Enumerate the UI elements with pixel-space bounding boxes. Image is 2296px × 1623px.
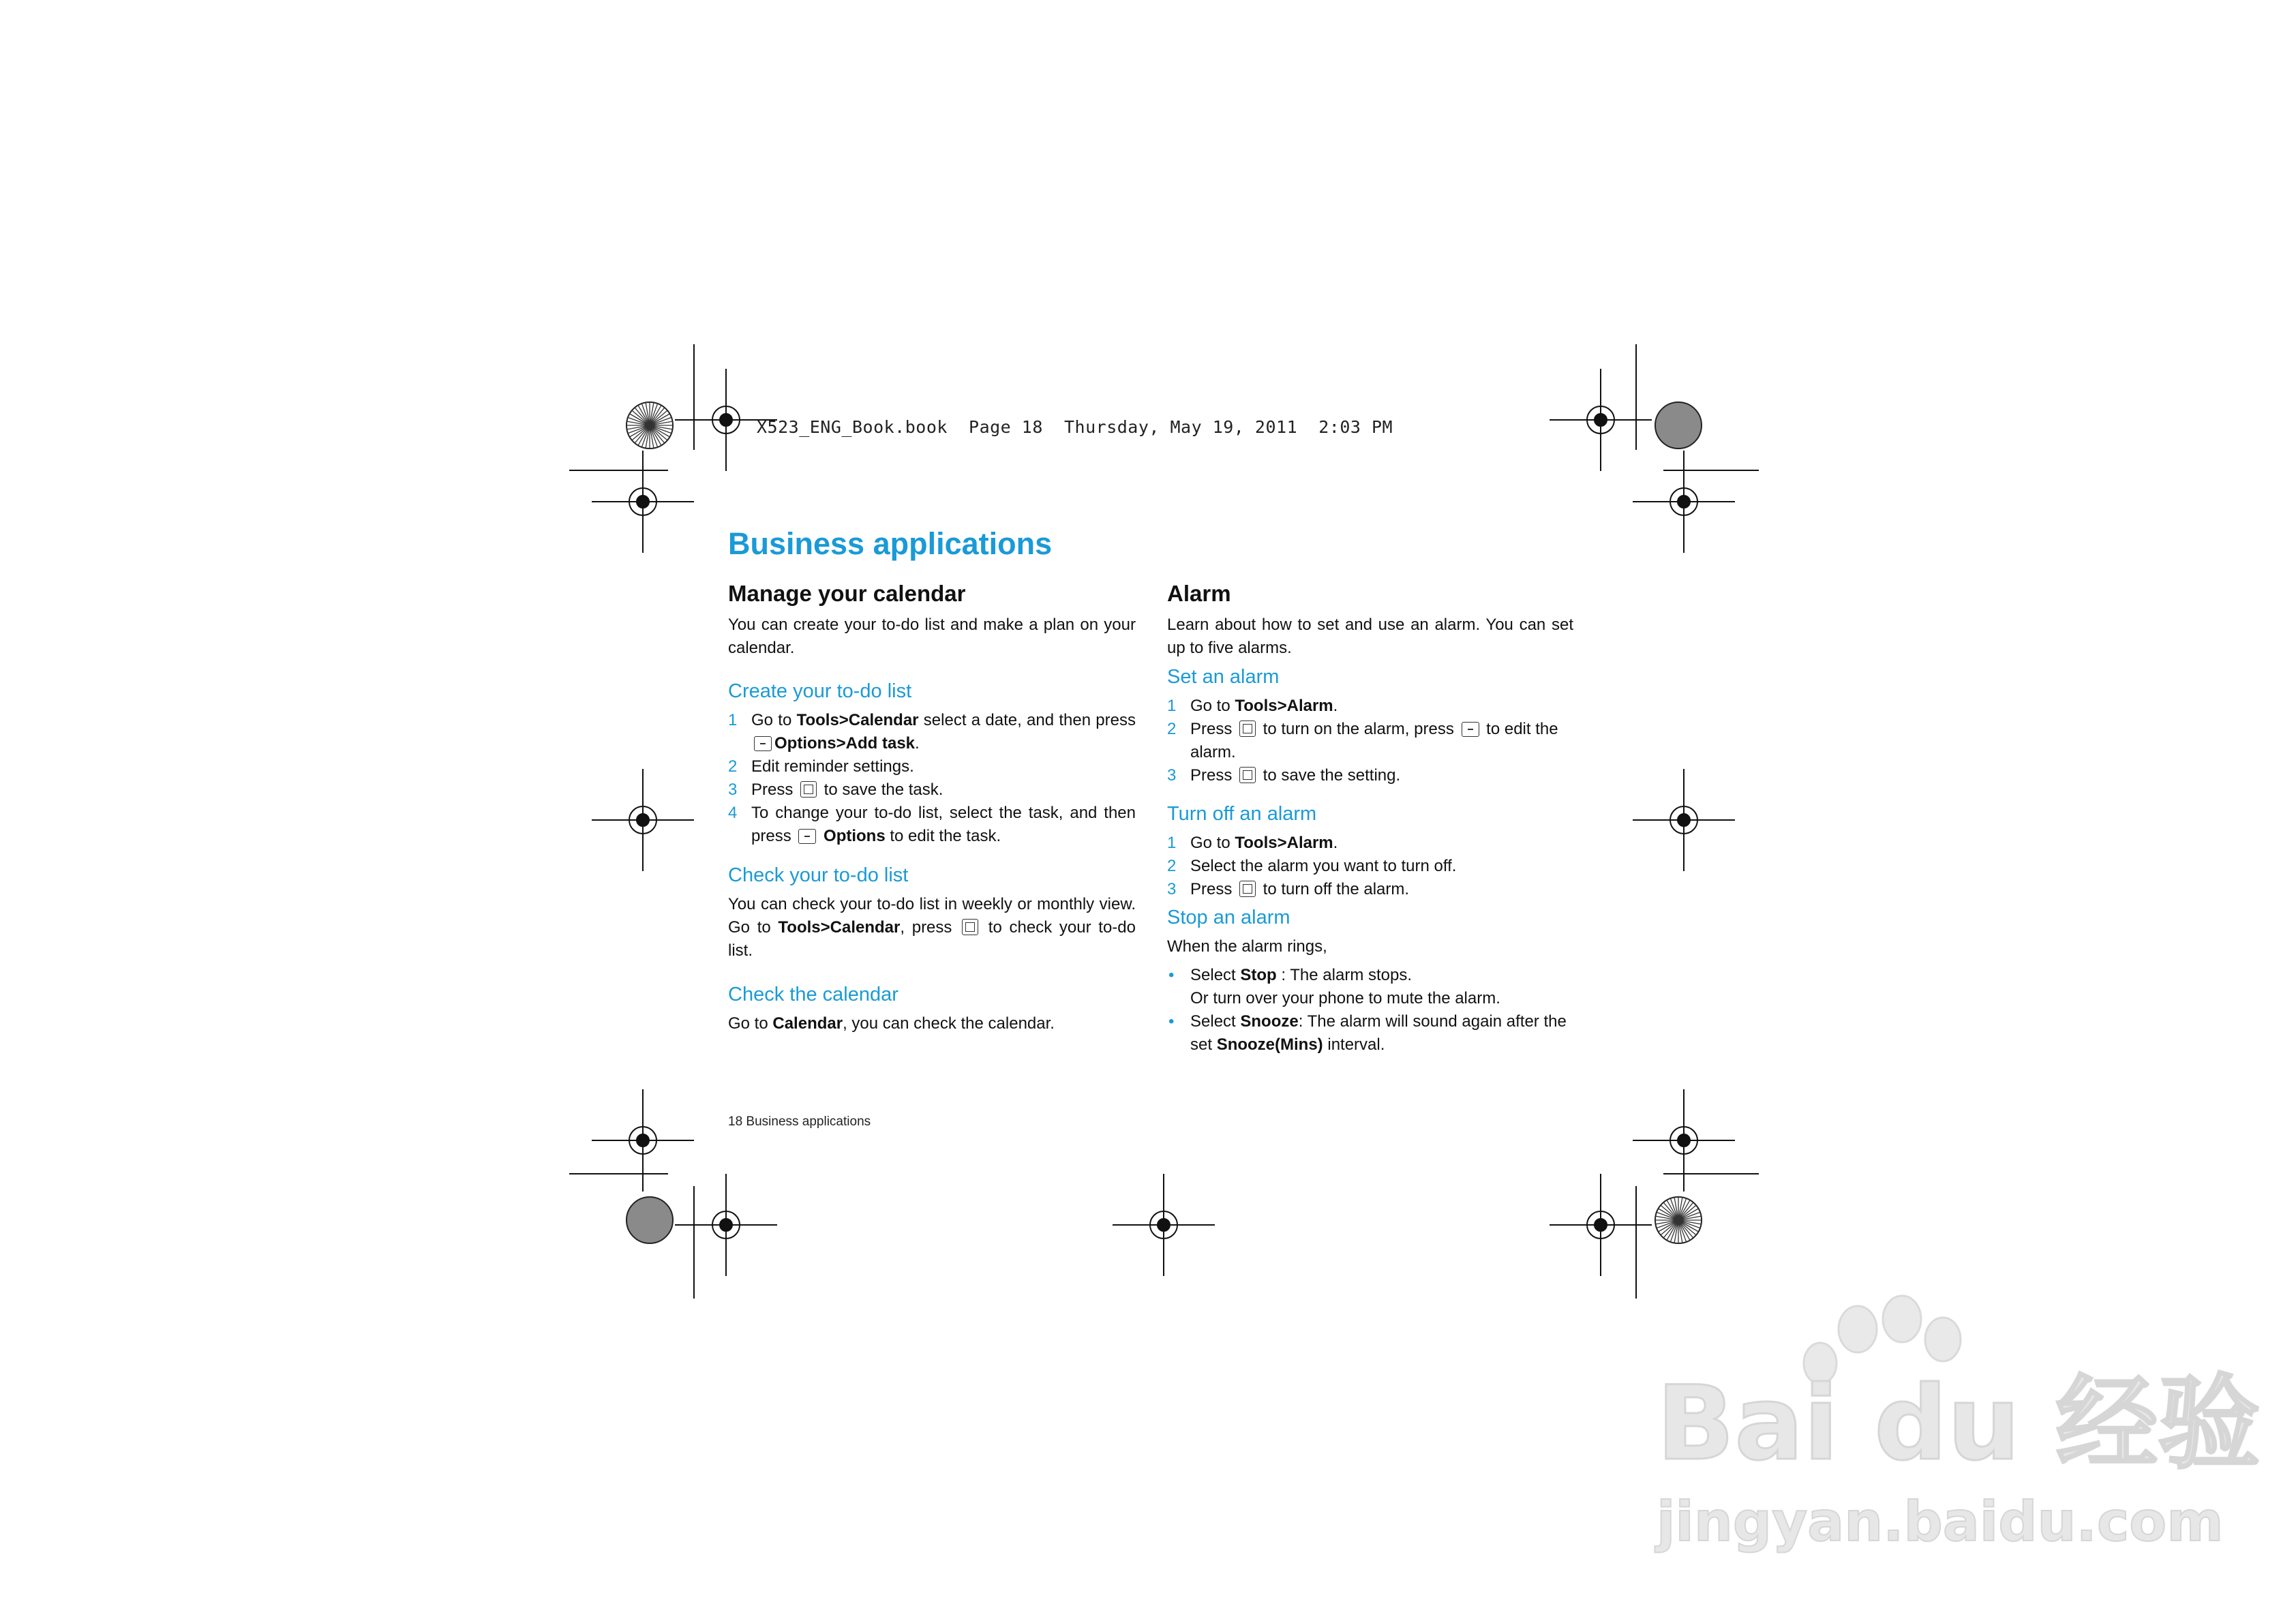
create-step-3: 3 Press to save the task. bbox=[728, 778, 1136, 802]
create-step-1: 1 Go to Tools>Calendar select a date, and then press Options>Add task. bbox=[728, 709, 1136, 755]
set-step-3: 3 Press to save the setting. bbox=[1167, 766, 1401, 785]
soft-key-minus-icon bbox=[1462, 722, 1479, 737]
book-header-info: X523_ENG_Book.book Page 18 Thursday, May 19, 2011 2:03 PM bbox=[757, 417, 1393, 437]
star-target-icon bbox=[1655, 1197, 1702, 1243]
registration-mark-icon bbox=[592, 1089, 694, 1192]
bullet-icon: • bbox=[1168, 1012, 1175, 1031]
heading-create-todo: Create your to-do list bbox=[728, 680, 912, 702]
heading-stop-alarm: Stop an alarm bbox=[1167, 907, 1290, 928]
step-number: 1 bbox=[728, 711, 738, 729]
heading-check-calendar: Check the calendar bbox=[728, 984, 898, 1005]
step-number: 2 bbox=[728, 757, 738, 776]
registration-mark-icon bbox=[1633, 769, 1735, 871]
ok-key-icon bbox=[1239, 881, 1256, 897]
registration-mark-icon bbox=[1633, 451, 1735, 553]
check-todo-text: You can check your to-do list in weekly or monthly view. Go to Tools>Calendar, press to check your to-do list. bbox=[728, 895, 1136, 960]
ok-key-icon bbox=[800, 781, 817, 798]
check-calendar-text: Go to Calendar, you can check the calendar. bbox=[728, 1014, 1055, 1033]
registration-mark-icon bbox=[675, 1174, 777, 1276]
turnoff-step-2: 2 Select the alarm you want to turn off. bbox=[1167, 857, 1457, 875]
bullet-icon: • bbox=[1168, 966, 1175, 984]
ok-key-icon bbox=[1239, 721, 1256, 737]
registration-mark-icon bbox=[592, 769, 694, 871]
baidu-watermark-logo bbox=[1650, 1281, 2261, 1554]
ok-key-icon bbox=[1239, 767, 1256, 783]
alarm-intro: Learn about how to set and use an alarm. You can set up to five alarms. bbox=[1167, 616, 1573, 657]
step-number: 4 bbox=[728, 804, 738, 822]
step-number: 3 bbox=[728, 780, 738, 799]
soft-key-minus-icon bbox=[798, 829, 816, 844]
star-target-icon bbox=[1655, 402, 1702, 449]
registration-mark-icon bbox=[1113, 1174, 1215, 1276]
stop-bullet-2: • Select Snooze: The alarm will sound again after the set Snooze(Mins) interval. bbox=[1167, 1010, 1573, 1057]
heading-turn-off-alarm: Turn off an alarm bbox=[1167, 803, 1317, 825]
create-step-4: 4 To change your to-do list, select the task, and then press Options to edit the task. bbox=[728, 802, 1136, 848]
heading-set-alarm: Set an alarm bbox=[1167, 666, 1280, 688]
section-title-calendar: Manage your calendar bbox=[728, 581, 966, 606]
star-target-icon bbox=[626, 402, 673, 449]
star-target-icon bbox=[626, 1197, 673, 1243]
set-step-2: 2 Press to turn on the alarm, press to edit the alarm. bbox=[1167, 720, 1558, 761]
watermark-url: jingyan.baidu.com bbox=[1657, 1490, 2224, 1553]
calendar-intro: You can create your to-do list and make a plan on your calendar. bbox=[728, 616, 1136, 657]
ok-key-icon bbox=[962, 919, 978, 935]
stop-intro: When the alarm rings, bbox=[1167, 937, 1327, 956]
soft-key-minus-icon bbox=[754, 736, 772, 751]
turnoff-step-1: 1 Go to Tools>Alarm. bbox=[1167, 834, 1338, 852]
watermark-brand: Bai du 经验 bbox=[1657, 1365, 2261, 1483]
turnoff-step-3: 3 Press to turn off the alarm. bbox=[1167, 880, 1410, 898]
stop-bullet-1: • Select Stop : The alarm stops. Or turn over your phone to mute the alarm. bbox=[1167, 964, 1573, 1010]
heading-check-todo: Check your to-do list bbox=[728, 864, 909, 886]
page-footer: 18 Business applications bbox=[728, 1114, 871, 1129]
set-step-1: 1 Go to Tools>Alarm. bbox=[1167, 697, 1338, 715]
section-title-alarm: Alarm bbox=[1167, 581, 1231, 606]
registration-mark-icon bbox=[592, 451, 694, 553]
page-title: Business applications bbox=[728, 526, 1053, 561]
registration-mark-icon bbox=[1633, 1089, 1735, 1192]
create-step-2: 2 Edit reminder settings. bbox=[728, 755, 1136, 778]
